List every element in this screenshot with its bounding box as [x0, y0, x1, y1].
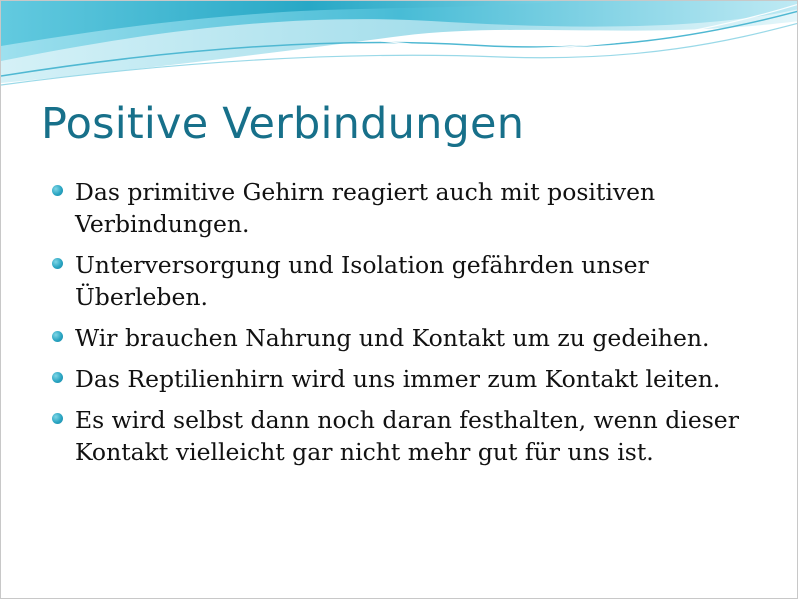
bullet-item [49, 363, 761, 395]
slide-title: Positive Verbindungen [41, 99, 525, 149]
header-wave-decoration [1, 1, 798, 96]
bullet-dot-icon [52, 413, 63, 424]
bullet-text: Es wird selbst dann noch daran festhalten, wenn dieser Kontakt vielleicht gar nicht mehr gut für uns ist. [75, 406, 739, 466]
bullet-item [49, 249, 761, 313]
bullet-dot-icon [52, 185, 63, 196]
bullet-item [49, 322, 761, 354]
bullet-text: Unterversorgung und Isolation gefährden unser Überleben. [75, 251, 649, 311]
bullet-item [49, 176, 761, 240]
bullet-text: Das Reptilienhirn wird uns immer zum Kontakt leiten. [75, 365, 721, 393]
bullet-text: Wir brauchen Nahrung und Kontakt um zu gedeihen. [75, 324, 710, 352]
bullet-item [49, 404, 761, 468]
bullet-dot-icon [52, 258, 63, 269]
bullet-list [49, 176, 761, 477]
bullet-dot-icon [52, 331, 63, 342]
bullet-dot-icon [52, 372, 63, 383]
bullet-text: Das primitive Gehirn reagiert auch mit positiven Verbindungen. [75, 178, 656, 238]
